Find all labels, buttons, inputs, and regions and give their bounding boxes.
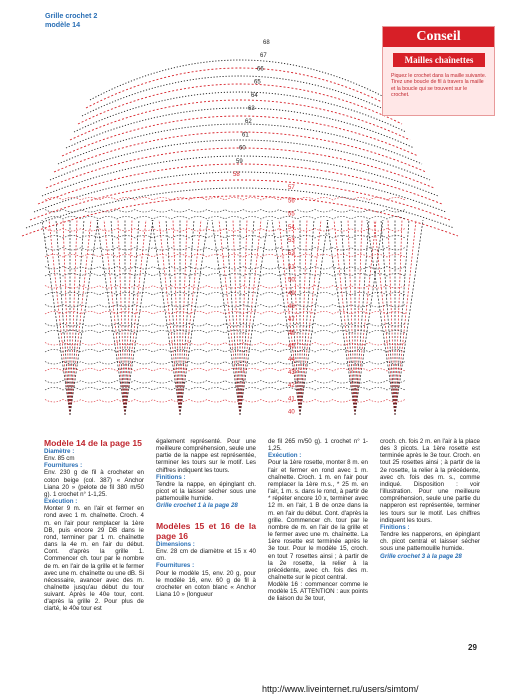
chart-row-number: 47 bbox=[288, 317, 295, 324]
chart-row-number: 40 bbox=[288, 409, 295, 416]
column-2 bbox=[156, 438, 256, 510]
dimensions-heading: Dimensions : bbox=[156, 541, 195, 548]
fournitures-heading: Fournitures : bbox=[44, 462, 83, 470]
chart-stitch-line bbox=[42, 220, 70, 415]
chart-stitch-line bbox=[300, 220, 314, 415]
model-16-text: Modèle 16 : commencer comme le modèle 15. ATTENTION : aux points de liaison du 3e tour, bbox=[268, 581, 368, 603]
chart-stitch-line bbox=[367, 220, 395, 415]
chart-stitch-line bbox=[166, 220, 180, 415]
chart-row-number: 44 bbox=[288, 356, 295, 363]
grid-title: Grille crochet 2 bbox=[45, 11, 98, 20]
chart-stitch-line bbox=[159, 220, 180, 415]
diametre-text: Env. 85 cm bbox=[44, 455, 75, 463]
fournitures-2-heading: Fournitures : bbox=[156, 562, 195, 570]
chart-row-number: 54 bbox=[288, 224, 295, 231]
chart-row bbox=[45, 369, 405, 372]
chart-stitch-line bbox=[300, 220, 328, 415]
model-15-16-title: Modèles 15 et 16 de la page 16 bbox=[156, 521, 256, 541]
chart-stitch-line bbox=[327, 220, 355, 415]
grille-1-ref: Grille crochet 1 à la page 28 bbox=[156, 502, 238, 510]
chart-row-number: 41 bbox=[288, 396, 295, 403]
chart-stitch-line bbox=[49, 220, 70, 415]
chart-row bbox=[45, 210, 405, 213]
chart-stitch-line bbox=[125, 220, 139, 415]
conseil-title: Conseil bbox=[383, 27, 494, 47]
chart-row-number: 45 bbox=[288, 343, 295, 350]
execution-2-text: Pour la 1ère rosette, monter 8 m. en l'air et fermer en rond avec 1 m. chaînette. Croch. 1 m. en l'air pour remplacer la 1ère m.s., * 25 m. en l'air, 1 m. s. dans le rond, à partir de * répéter encore 10 x, terminer avec 12 m. en l'air, 1 B de onze dans la m. en l'air du début. Cont. d'après la grille. Commencer ch. tour par le nombre de m. en l'air de la grille et le fermer avec une m. chaînette. La 1ère rosette est terminée après le 3e tour. Pour le modèle 15, croch. en tout 7 rosettes ainsi ; à partir de la 2e rosette, la relier à la précédente, avec ch. fois des m. chaînette sur le picot central. bbox=[268, 459, 368, 581]
chart-row-number: 65 bbox=[254, 79, 261, 86]
chart-row-number: 51 bbox=[288, 264, 295, 271]
column-3 bbox=[268, 438, 368, 603]
chart-row bbox=[45, 350, 405, 353]
chart-stitch-line bbox=[70, 220, 91, 415]
chart-arc bbox=[22, 196, 458, 236]
chart-row bbox=[45, 343, 405, 346]
chart-row-number: 42 bbox=[288, 383, 295, 390]
col4-text: croch. ch. fois 2 m. en l'air à la place des 3 picots. La 1ère rosette est terminée après le 3e tour. Croch. en tout 25 rosettes ainsi ; à partir de la 2e rosette, la relier à la précédente, avec ch. fois des m. s., comme indiqué. Disposition : voir l'illustration. Pour une meilleure compréhension, seule une partie du napperon est représentée, terminer les tours sur le motif. Les chiffres indiquent les tours. bbox=[380, 438, 480, 524]
column-4 bbox=[380, 438, 480, 560]
execution-heading: Exécution : bbox=[44, 498, 78, 506]
execution-2-heading: Exécution : bbox=[268, 452, 302, 460]
chart-row-number: 53 bbox=[288, 238, 295, 244]
chart-row-number: 52 bbox=[288, 251, 295, 258]
finitions-text: Tendre la nappe, en épinglant ch. picot et la laisser sécher sous une pattemouille humide. bbox=[156, 480, 256, 503]
chart-stitch-line bbox=[240, 220, 254, 415]
chart-stitch-line bbox=[395, 220, 409, 415]
chart-arc bbox=[86, 68, 394, 108]
execution-text: Monter 9 m. en l'air et fermer en rond avec 1 m. chaînette. Croch. 4 m. en l'air pour remplacer la 1ère DB, puis encore 29 DB dans le rond, terminer par 1 m. chaînette dans la 4e m. en l'air du début. Cont. d'après la grille 1. Commencer ch. tour par le nombre de m. en l'air de la grille et le fermer avec une m. chaînette ou une dB. Si nécessaire, avancer avec des m. chaînette jusqu'au début du tour suivant. Après le 40e tour, cont. d'après la grille 2. Pour plus de clarté, le 40e tour est bbox=[44, 505, 144, 613]
chart-row-number: 57 bbox=[288, 185, 295, 192]
chart-stitch-line bbox=[334, 220, 355, 415]
chart-row-number: 58 bbox=[233, 172, 240, 178]
chart-stitch-line bbox=[355, 220, 369, 415]
chart-row-number: 55 bbox=[288, 211, 295, 218]
chart-row bbox=[45, 400, 405, 403]
chart-row bbox=[45, 255, 405, 258]
column-1 bbox=[44, 438, 144, 613]
chart-stitch-line bbox=[212, 220, 240, 415]
page-number: 29 bbox=[468, 643, 477, 652]
chart-row bbox=[45, 248, 405, 251]
chart-row-number: 56 bbox=[288, 198, 295, 205]
chart-stitch-line bbox=[240, 220, 268, 415]
chart-stitch-line bbox=[395, 220, 416, 415]
chart-row-number: 64 bbox=[251, 92, 258, 99]
chart-arc bbox=[54, 132, 426, 172]
chart-row-number: 67 bbox=[260, 53, 267, 60]
chart-row-number: 43 bbox=[288, 370, 295, 376]
chart-row bbox=[45, 229, 405, 232]
col3-text: de fil 265 m/50 g). 1 crochet n° 1-1,25. bbox=[268, 438, 368, 453]
chart-stitch-line bbox=[180, 220, 194, 415]
chart-stitch-line bbox=[381, 220, 395, 415]
chart-row bbox=[45, 217, 405, 220]
chart-stitch-line bbox=[180, 220, 201, 415]
chart-row-labels bbox=[233, 40, 295, 416]
chart-stitch-line bbox=[272, 220, 300, 415]
chart-stitch-line bbox=[355, 220, 383, 415]
chart-row-number: 63 bbox=[248, 106, 255, 112]
source-url: http://www.liveinternet.ru/users/simtom/ bbox=[262, 684, 419, 694]
chart-row-number: 46 bbox=[288, 330, 295, 337]
chart-row-number: 68 bbox=[263, 40, 270, 46]
grid-header bbox=[45, 11, 97, 29]
chart-stitch-line bbox=[395, 220, 423, 415]
chart-stitch-line bbox=[70, 220, 98, 415]
fournitures-2-text: Pour le modèle 15, env. 20 g, pour le modèle 16, env. 60 g de fil à crocheter en coton blanc « Anchor Liana 10 » (longueur bbox=[156, 569, 256, 599]
chart-row-number: 66 bbox=[257, 66, 264, 73]
chart-stitch-line bbox=[300, 220, 321, 415]
chart-row bbox=[45, 286, 405, 289]
chart-stitch-line bbox=[125, 220, 146, 415]
grid-model: modèle 14 bbox=[45, 20, 81, 29]
chart-row bbox=[45, 236, 405, 239]
chart-row bbox=[45, 267, 405, 270]
diametre-heading: Diamètre : bbox=[44, 448, 75, 455]
chart-row-number: 50 bbox=[288, 277, 295, 284]
chart-row-number: 60 bbox=[239, 145, 246, 152]
model-14-title: Modèle 14 de la page 15 bbox=[44, 438, 142, 448]
dimensions-text: Env. 28 cm de diamètre et 15 x 40 cm. bbox=[156, 548, 256, 563]
chart-row-number: 59 bbox=[236, 158, 243, 165]
chart-row-number: 49 bbox=[288, 290, 295, 297]
chart-row-number: 61 bbox=[242, 132, 249, 139]
chart-row-number: 62 bbox=[245, 119, 252, 126]
finitions-heading: Finitions : bbox=[156, 473, 186, 481]
conseil-subtitle: Mailles chaînettes bbox=[393, 53, 485, 67]
chart-row-number: 48 bbox=[288, 304, 295, 310]
chart-row bbox=[45, 324, 405, 327]
conseil-box bbox=[382, 26, 495, 116]
chart-row bbox=[45, 381, 405, 384]
grille-3-ref: Grille crochet 3 à la page 28 bbox=[380, 552, 462, 560]
chart-stitch-line bbox=[341, 220, 355, 415]
chart-stitch-line bbox=[104, 220, 125, 415]
chart-stitch-line bbox=[111, 220, 125, 415]
finitions-2-heading: Finitions : bbox=[380, 523, 410, 531]
finitions-2-text: Tendre les napperons, en épinglant ch. picot central et laisser sécher sous une pattemouille humide. bbox=[380, 531, 480, 553]
col2-text: également représenté. Pour une meilleure compréhension, seule une partie de la nappe est représentée, terminer les tours sur le motif. Les chiffres indiquent les tours. bbox=[156, 438, 256, 474]
column-2-lower bbox=[156, 521, 256, 598]
chart-row bbox=[45, 388, 405, 391]
conseil-text: Piquez le crochet dans la maille suivante. Tirez une boucle de fil à travers la maille et la boucle qui se trouvent sur le crochet. bbox=[391, 73, 487, 98]
fournitures-text: Env. 230 g de fil à crocheter en coton beige (col. 387) « Anchor Liana 20 » (pelote de fil 380 m/50 g). 1 crochet n° 1-1,25. bbox=[44, 469, 144, 498]
